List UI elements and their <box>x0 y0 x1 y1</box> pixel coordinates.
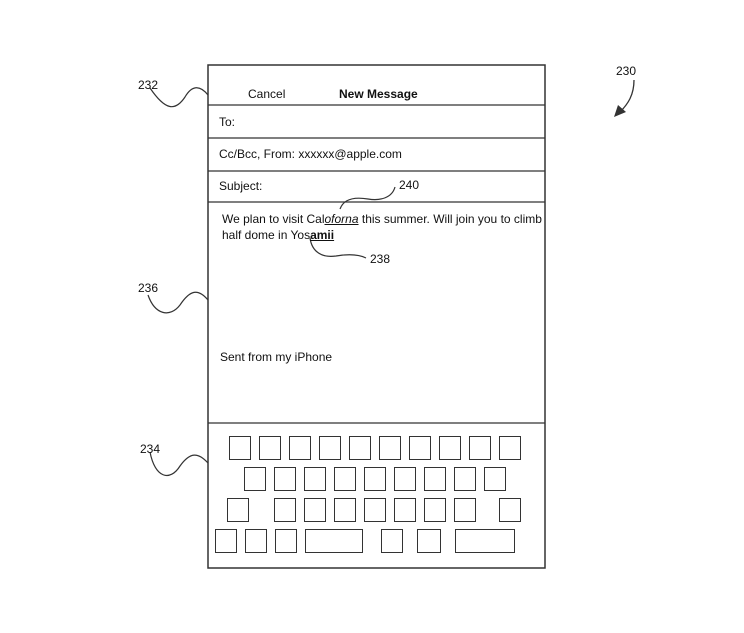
key-row2[interactable] <box>334 467 356 491</box>
key-row1[interactable] <box>499 436 521 460</box>
misspelled-word[interactable]: oforna <box>324 212 359 226</box>
key-row1[interactable] <box>289 436 311 460</box>
cc-from-field[interactable]: Cc/Bcc, From: xxxxxx@apple.com <box>219 147 402 161</box>
leader-232 <box>150 88 208 107</box>
key-row2[interactable] <box>364 467 386 491</box>
page-title: New Message <box>339 87 418 101</box>
return-key[interactable] <box>455 529 515 553</box>
key-row1[interactable] <box>349 436 371 460</box>
ref-238: 238 <box>370 252 391 266</box>
numbers-key[interactable] <box>215 529 237 553</box>
cancel-button[interactable]: Cancel <box>248 87 286 101</box>
key-row3[interactable] <box>424 498 446 522</box>
key-row1[interactable] <box>439 436 461 460</box>
key-row2[interactable] <box>484 467 506 491</box>
ref-230: 230 <box>616 64 637 78</box>
word-being-typed[interactable]: amii <box>310 228 335 242</box>
key-row1[interactable] <box>469 436 491 460</box>
body-text: half dome in Yos <box>222 228 311 242</box>
key-row2[interactable] <box>304 467 326 491</box>
period-key[interactable] <box>417 529 441 553</box>
arrow-230-head <box>614 105 626 117</box>
ref-234: 234 <box>140 442 161 456</box>
globe-key[interactable] <box>245 529 267 553</box>
arrow-230-shaft <box>620 80 634 112</box>
key-row3[interactable] <box>274 498 296 522</box>
space-key[interactable] <box>305 529 363 553</box>
ref-236: 236 <box>138 281 159 295</box>
mic-key[interactable] <box>275 529 297 553</box>
message-body-line-2[interactable] <box>222 228 334 242</box>
at-key[interactable] <box>381 529 403 553</box>
key-row1[interactable] <box>319 436 341 460</box>
key-row2[interactable] <box>244 467 266 491</box>
key-row3[interactable] <box>304 498 326 522</box>
ref-240: 240 <box>399 178 420 192</box>
key-row1[interactable] <box>409 436 431 460</box>
signature: Sent from my iPhone <box>220 350 333 364</box>
subject-field[interactable]: Subject: <box>219 179 263 193</box>
key-row1[interactable] <box>259 436 281 460</box>
to-field[interactable]: To: <box>219 115 236 129</box>
leader-240 <box>340 187 395 209</box>
key-row2[interactable] <box>424 467 446 491</box>
body-text: this summer. Will join you to climb <box>358 212 542 226</box>
device-frame <box>208 65 545 568</box>
key-row3[interactable] <box>394 498 416 522</box>
backspace-key[interactable] <box>499 498 521 522</box>
key-row2[interactable] <box>454 467 476 491</box>
key-row2[interactable] <box>394 467 416 491</box>
key-row1[interactable] <box>229 436 251 460</box>
key-row3[interactable] <box>364 498 386 522</box>
leader-236 <box>148 292 208 313</box>
ref-232: 232 <box>138 78 159 92</box>
key-row3[interactable] <box>334 498 356 522</box>
message-body-line-1[interactable] <box>222 212 542 226</box>
key-row3[interactable] <box>454 498 476 522</box>
key-row1[interactable] <box>379 436 401 460</box>
body-text: We plan to visit Cal <box>222 212 325 226</box>
shift-key[interactable] <box>227 498 249 522</box>
key-row2[interactable] <box>274 467 296 491</box>
